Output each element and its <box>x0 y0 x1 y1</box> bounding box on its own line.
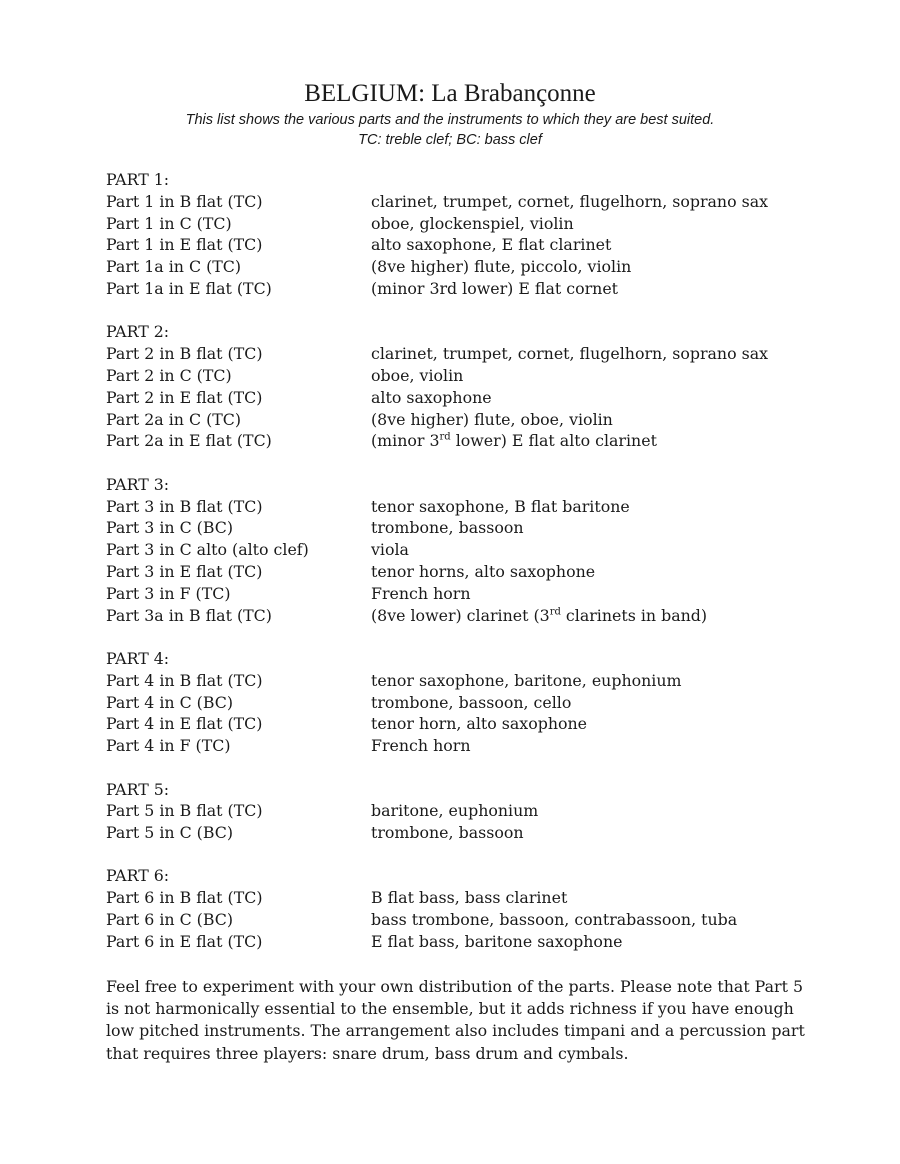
part-row <box>106 713 806 735</box>
part-instruments: alto saxophone, E flat clarinet <box>371 235 612 255</box>
part-group <box>106 648 806 757</box>
part-instruments: oboe, violin <box>371 365 464 385</box>
part-instruments: E flat bass, baritone saxophone <box>371 931 623 951</box>
part-name: Part 1 in E flat (TC) <box>106 235 263 255</box>
part-row <box>106 539 806 561</box>
subtitle-description: This list shows the various parts and the instruments to which they are best suited. <box>185 112 715 128</box>
part-row <box>106 822 806 844</box>
part-row <box>106 670 806 692</box>
part-name: Part 3 in C alto (alto clef) <box>106 540 309 560</box>
part-row <box>106 800 806 822</box>
part-name: Part 2 in C (TC) <box>106 365 232 385</box>
part-name: Part 4 in E flat (TC) <box>106 714 263 734</box>
part-row <box>106 234 806 256</box>
part-instruments: bass trombone, bassoon, contrabassoon, tuba <box>371 910 738 930</box>
subtitle-clef-legend: TC: treble clef; BC: bass clef <box>358 132 542 148</box>
part-name: Part 6 in E flat (TC) <box>106 931 263 951</box>
part-row <box>106 430 806 452</box>
part-group-heading: PART 3: <box>106 474 170 494</box>
part-row <box>106 692 806 714</box>
part-instruments: alto saxophone <box>371 387 492 407</box>
part-name: Part 2 in E flat (TC) <box>106 387 263 407</box>
part-group <box>106 321 806 452</box>
part-name: Part 2a in C (TC) <box>106 409 242 429</box>
part-row <box>106 343 806 365</box>
part-instruments: tenor horn, alto saxophone <box>371 714 588 734</box>
part-row <box>106 735 806 757</box>
part-row <box>106 887 806 909</box>
part-instruments: (8ve higher) flute, piccolo, violin <box>371 257 632 277</box>
part-row <box>106 387 806 409</box>
part-instruments: tenor horns, alto saxophone <box>371 561 596 581</box>
part-row <box>106 213 806 235</box>
part-instruments: tenor saxophone, baritone, euphonium <box>371 670 682 690</box>
part-instruments: (8ve lower) clarinet (3rd clarinets in band) <box>371 605 708 625</box>
part-instruments: clarinet, trumpet, cornet, flugelhorn, soprano sax <box>371 344 769 364</box>
part-instruments: (8ve higher) flute, oboe, violin <box>371 409 613 429</box>
part-name: Part 1a in E flat (TC) <box>106 278 272 298</box>
part-group-heading: PART 2: <box>106 322 170 342</box>
part-row <box>106 496 806 518</box>
part-instruments: oboe, glockenspiel, violin <box>371 213 574 233</box>
part-name: Part 1 in C (TC) <box>106 213 232 233</box>
part-name: Part 3 in F (TC) <box>106 583 231 603</box>
part-instruments: tenor saxophone, B flat baritone <box>371 496 630 516</box>
part-name: Part 5 in C (BC) <box>106 823 233 843</box>
part-row <box>106 583 806 605</box>
part-instruments: viola <box>371 540 409 560</box>
part-row <box>106 605 806 627</box>
part-instruments: trombone, bassoon <box>371 518 524 538</box>
part-instruments: French horn <box>371 583 471 603</box>
part-instruments: (minor 3rd lower) E flat cornet <box>371 278 619 298</box>
part-row <box>106 365 806 387</box>
part-row <box>106 931 806 953</box>
page-title: BELGIUM: La Brabançonne <box>304 80 596 107</box>
part-name: Part 3 in B flat (TC) <box>106 496 263 516</box>
part-row <box>106 278 806 300</box>
distribution-note: Feel free to experiment with your own distribution of the parts. Please note that Part 5 is not harmonically essential to the ensemble, but it adds richness if you have enough low pitched instruments. The arrangement also includes timpani and a percussion part that requires three players: snare drum, bass drum and cymbals. <box>106 977 805 1063</box>
part-name: Part 4 in B flat (TC) <box>106 670 263 690</box>
part-row <box>106 409 806 431</box>
part-row <box>106 191 806 213</box>
part-row <box>106 909 806 931</box>
part-name: Part 6 in C (BC) <box>106 910 233 930</box>
part-group <box>106 779 806 844</box>
part-name: Part 6 in B flat (TC) <box>106 888 263 908</box>
part-name: Part 2a in E flat (TC) <box>106 431 272 451</box>
part-instruments: baritone, euphonium <box>371 801 539 821</box>
part-name: Part 3a in B flat (TC) <box>106 605 272 625</box>
part-group-heading: PART 1: <box>106 170 170 189</box>
part-name: Part 1 in B flat (TC) <box>106 191 263 211</box>
part-name: Part 4 in F (TC) <box>106 736 231 756</box>
part-name: Part 1a in C (TC) <box>106 257 242 277</box>
part-name: Part 3 in C (BC) <box>106 518 233 538</box>
part-instruments: trombone, bassoon <box>371 823 524 843</box>
part-name: Part 4 in C (BC) <box>106 692 233 712</box>
part-instruments: clarinet, trumpet, cornet, flugelhorn, soprano sax <box>371 191 769 211</box>
part-instruments: trombone, bassoon, cello <box>371 692 572 712</box>
part-group <box>106 169 806 300</box>
part-row <box>106 561 806 583</box>
part-instruments: B flat bass, bass clarinet <box>371 888 568 908</box>
part-instruments: French horn <box>371 736 471 756</box>
part-row <box>106 256 806 278</box>
part-group <box>106 474 806 627</box>
part-instruments: (minor 3rd lower) E flat alto clarinet <box>371 431 657 451</box>
part-group <box>106 865 806 952</box>
part-group-heading: PART 6: <box>106 866 170 886</box>
parts-list <box>106 169 806 974</box>
part-group-heading: PART 4: <box>106 648 170 668</box>
part-name: Part 2 in B flat (TC) <box>106 344 263 364</box>
part-name: Part 3 in E flat (TC) <box>106 561 263 581</box>
part-group-heading: PART 5: <box>106 779 170 799</box>
part-row <box>106 517 806 539</box>
part-name: Part 5 in B flat (TC) <box>106 801 263 821</box>
